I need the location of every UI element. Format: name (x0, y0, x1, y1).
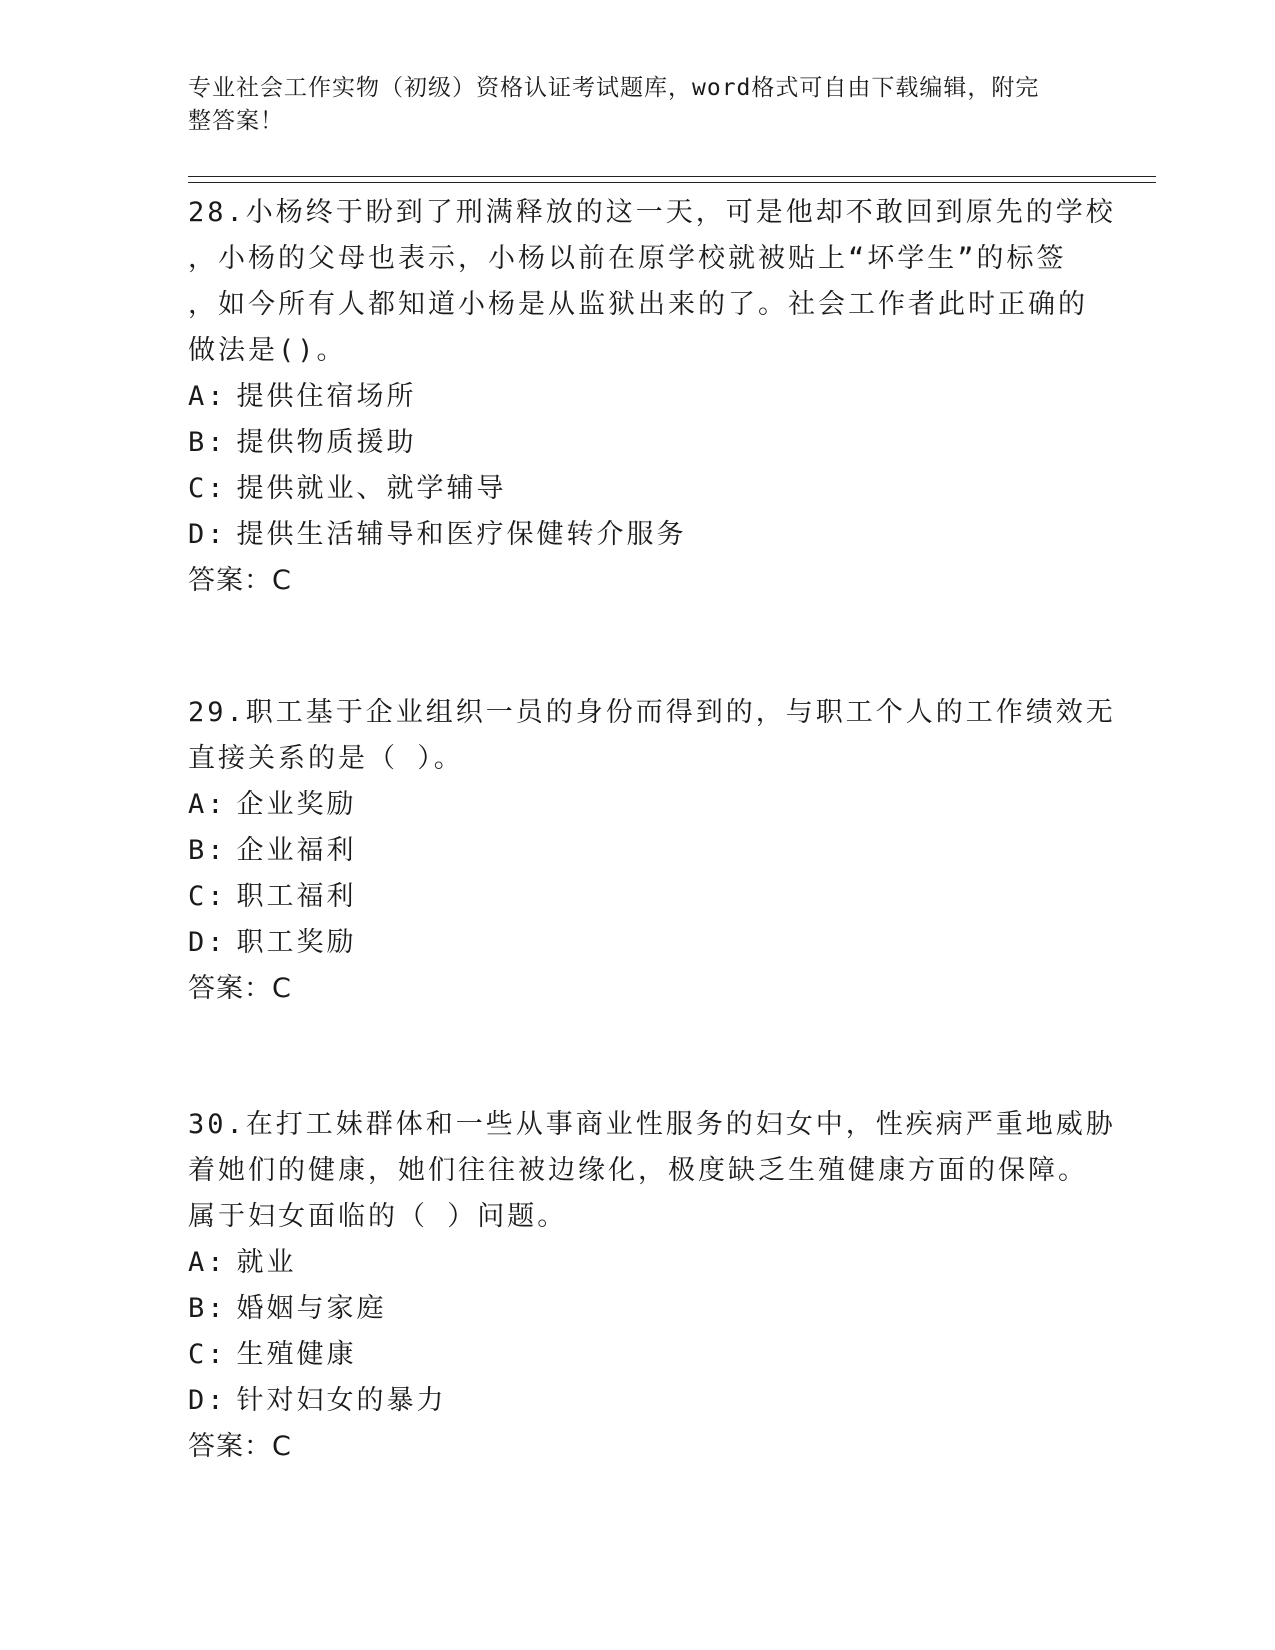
option-a (188, 782, 1088, 828)
option-text: 提供就业、就学辅导 (236, 473, 507, 504)
option-a (188, 1240, 1088, 1286)
stem-line: 30.在打工妹群体和一些从事商业性服务的妇女中，性疾病严重地威胁 (188, 1109, 1116, 1140)
option-text: 职工奖励 (236, 927, 357, 958)
option-key: D (188, 519, 208, 550)
option-c (188, 466, 1088, 512)
option-b (188, 420, 1088, 466)
option-key: B (188, 835, 208, 866)
option-d (188, 512, 1088, 558)
option-key: A (188, 381, 208, 412)
stem-line: 28.小杨终于盼到了刑满释放的这一天，可是他却不敢回到原先的学校 (188, 197, 1116, 228)
option-separator: : (207, 381, 227, 412)
option-separator: : (207, 789, 227, 820)
stem-line: 着她们的健康，她们往往被边缘化，极度缺乏生殖健康方面的保障。 (188, 1155, 1088, 1186)
option-text: 婚姻与家庭 (236, 1293, 387, 1324)
question-29 (188, 690, 1116, 1012)
option-key: C (188, 881, 208, 912)
option-key: D (188, 1385, 208, 1416)
option-key: B (188, 427, 208, 458)
question-28 (188, 190, 1116, 604)
option-key: A (188, 789, 208, 820)
option-text: 就业 (236, 1247, 297, 1278)
question-stem (188, 690, 1116, 782)
stem-line: 做法是()。 (188, 335, 347, 366)
option-text: 企业奖励 (236, 789, 357, 820)
option-separator: : (207, 835, 227, 866)
header-line-2: 整答案！ (188, 108, 284, 134)
option-key: C (188, 473, 208, 504)
option-d (188, 1378, 1088, 1424)
answer-line: 答案：C (188, 973, 292, 1004)
option-separator: : (207, 881, 227, 912)
header-line-1: 专业社会工作实物（初级）资格认证考试题库，word格式可自由下载编辑，附完 (188, 75, 1040, 101)
option-c (188, 874, 1088, 920)
option-b (188, 828, 1088, 874)
answer-line: 答案：C (188, 1431, 292, 1462)
question-spacer (188, 1012, 1088, 1102)
header-divider-top (188, 176, 1156, 177)
option-text: 针对妇女的暴力 (236, 1385, 447, 1416)
option-separator: : (207, 1247, 227, 1278)
option-text: 企业福利 (236, 835, 357, 866)
option-c (188, 1332, 1088, 1378)
stem-line: 属于妇女面临的（ ）问题。 (188, 1201, 568, 1232)
question-stem (188, 1102, 1116, 1240)
option-separator: : (207, 927, 227, 958)
answer-line: 答案：C (188, 565, 292, 596)
option-key: A (188, 1247, 208, 1278)
option-separator: : (207, 1293, 227, 1324)
option-text: 提供生活辅导和医疗保健转介服务 (236, 519, 687, 550)
option-text: 提供住宿场所 (236, 381, 417, 412)
option-text: 职工福利 (236, 881, 357, 912)
option-key: C (188, 1339, 208, 1370)
option-separator: : (207, 427, 227, 458)
option-text: 生殖健康 (236, 1339, 357, 1370)
option-text: 提供物质援助 (236, 427, 417, 458)
question-list (188, 190, 1116, 1470)
stem-line: 直接关系的是（ ）。 (188, 743, 464, 774)
question-stem (188, 190, 1116, 374)
option-key: B (188, 1293, 208, 1324)
option-separator: : (207, 1339, 227, 1370)
stem-line: ，如今所有人都知道小杨是从监狱出来的了。社会工作者此时正确的 (188, 289, 1088, 320)
header-divider-bottom (188, 182, 1156, 183)
option-d (188, 920, 1088, 966)
option-separator: : (207, 473, 227, 504)
option-separator: : (207, 519, 227, 550)
stem-line: 29.职工基于企业组织一员的身份而得到的，与职工个人的工作绩效无 (188, 697, 1116, 728)
question-spacer (188, 604, 1088, 690)
option-a (188, 374, 1088, 420)
option-separator: : (207, 1385, 227, 1416)
option-b (188, 1286, 1088, 1332)
question-30 (188, 1102, 1116, 1470)
stem-line: ，小杨的父母也表示，小杨以前在原学校就被贴上“坏学生”的标签 (188, 243, 1067, 274)
document-header (188, 72, 1068, 138)
option-key: D (188, 927, 208, 958)
